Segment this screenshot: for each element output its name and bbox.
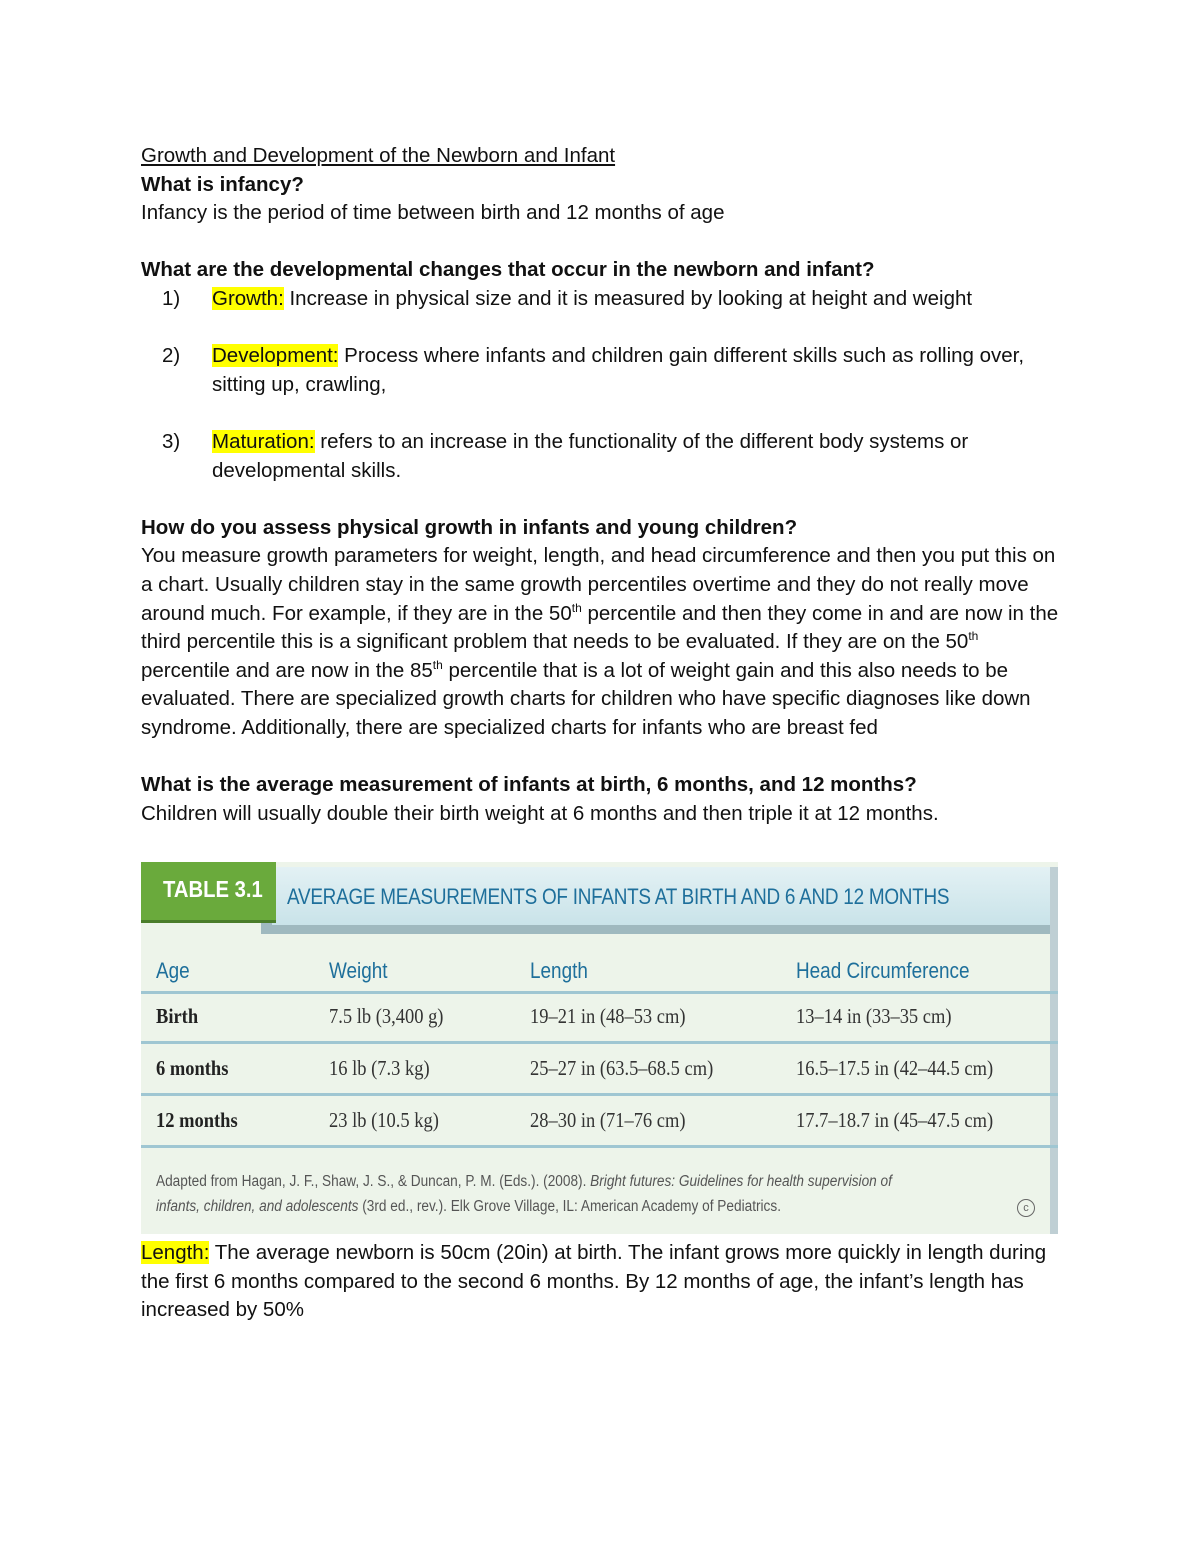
term-growth: Growth: bbox=[212, 286, 284, 310]
term-length: Length: bbox=[141, 1241, 210, 1264]
table-cell: 12 months bbox=[156, 1108, 238, 1132]
term-development: Development: bbox=[212, 344, 339, 368]
table-cell: 6 months bbox=[156, 1056, 229, 1080]
page-title: Growth and Development of the Newborn and Infant bbox=[141, 144, 616, 167]
table-title: AVERAGE MEASUREMENTS OF INFANTS AT BIRTH AND 6 AND 12 MONTHS bbox=[287, 884, 950, 909]
measurements-table-figure bbox=[141, 862, 1058, 1234]
table-cell: 17.7–18.7 in (45–47.5 cm) bbox=[796, 1108, 994, 1132]
term-maturation: Maturation: bbox=[212, 429, 315, 453]
definition-development: Process where infants and children gain different skills such as rolling over, sitting up, crawling, bbox=[212, 344, 1025, 396]
length-paragraph bbox=[141, 1239, 1061, 1325]
list-number: 1) bbox=[162, 286, 181, 310]
list-item bbox=[141, 285, 1061, 314]
column-header-weight: Weight bbox=[329, 958, 388, 983]
column-header-length: Length bbox=[530, 958, 588, 983]
question-developmental-changes: What are the developmental changes that occur in the newborn and infant? bbox=[141, 258, 875, 282]
definition-maturation: refers to an increase in the functionality of the different body systems or developmental skills. bbox=[212, 429, 969, 482]
table-cell: 7.5 lb (3,400 g) bbox=[329, 1004, 444, 1028]
definition-growth: Increase in physical size and it is measured by looking at height and weight bbox=[283, 286, 973, 310]
question-average-measurement: What is the average measurement of infants at birth, 6 months, and 12 months? bbox=[141, 773, 917, 797]
table-cell: 13–14 in (33–35 cm) bbox=[796, 1004, 952, 1028]
question-assess-growth: How do you assess physical growth in infants and young children? bbox=[141, 515, 798, 539]
table-tag: TABLE 3.1 bbox=[141, 862, 276, 920]
copyright-icon: c bbox=[1017, 1199, 1035, 1217]
question-infancy: What is infancy? bbox=[141, 172, 304, 196]
list-item bbox=[141, 342, 1061, 399]
list-item bbox=[141, 428, 1061, 485]
definition-length: The average newborn is 50cm (20in) at birth. The infant grows more quickly in length during the first 6 months compared to the second 6 months. By 12 months of age, the infant’s length has increased by 50% bbox=[141, 1241, 1047, 1322]
table-cell: 25–27 in (63.5–68.5 cm) bbox=[530, 1056, 714, 1080]
table-cell: 19–21 in (48–53 cm) bbox=[530, 1004, 686, 1028]
list-number: 2) bbox=[162, 344, 181, 368]
table-source-note: Adapted from Hagan, J. F., Shaw, J. S., & Duncan, P. M. (Eds.). (2008). Bright futures: Guidelines for health supervision of infants, children, and adolescents (3rd ed., rev.). Elk Grove Village, IL: American Academy of Pediatrics. bbox=[156, 1173, 892, 1215]
answer-infancy: Infancy is the period of time between birth and 12 months of age bbox=[141, 201, 725, 225]
table-cell: 16.5–17.5 in (42–44.5 cm) bbox=[796, 1056, 994, 1080]
table-cell: Birth bbox=[156, 1004, 199, 1028]
changes-list bbox=[141, 285, 1061, 485]
answer-average-measurement: Children will usually double their birth weight at 6 months and then triple it at 12 months. bbox=[141, 801, 939, 825]
document-body bbox=[141, 142, 1061, 828]
list-number: 3) bbox=[162, 429, 181, 453]
answer-assess-growth: You measure growth parameters for weight, length, and head circumference and then you put this on a chart. Usually children stay in the same growth percentiles overtime and they do not really move around much. For example, if they are in the 50th percentile and then they come in and are now in the third percentile this is a significant problem that needs to be evaluated. If they are on the 50th percentile and are now in the 85th percentile that is a lot of weight gain and this also needs to be evaluated. There are specialized growth charts for children who have specific diagnoses like down syndrome. Additionally, there are specialized charts for infants who are breast fed bbox=[141, 544, 1059, 739]
table-cell: 23 lb (10.5 kg) bbox=[329, 1108, 439, 1132]
column-header-head-circumference: Head Circumference bbox=[796, 958, 970, 983]
table-cell: 16 lb (7.3 kg) bbox=[329, 1056, 430, 1080]
column-header-age: Age bbox=[156, 958, 190, 983]
table-cell: 28–30 in (71–76 cm) bbox=[530, 1108, 686, 1132]
